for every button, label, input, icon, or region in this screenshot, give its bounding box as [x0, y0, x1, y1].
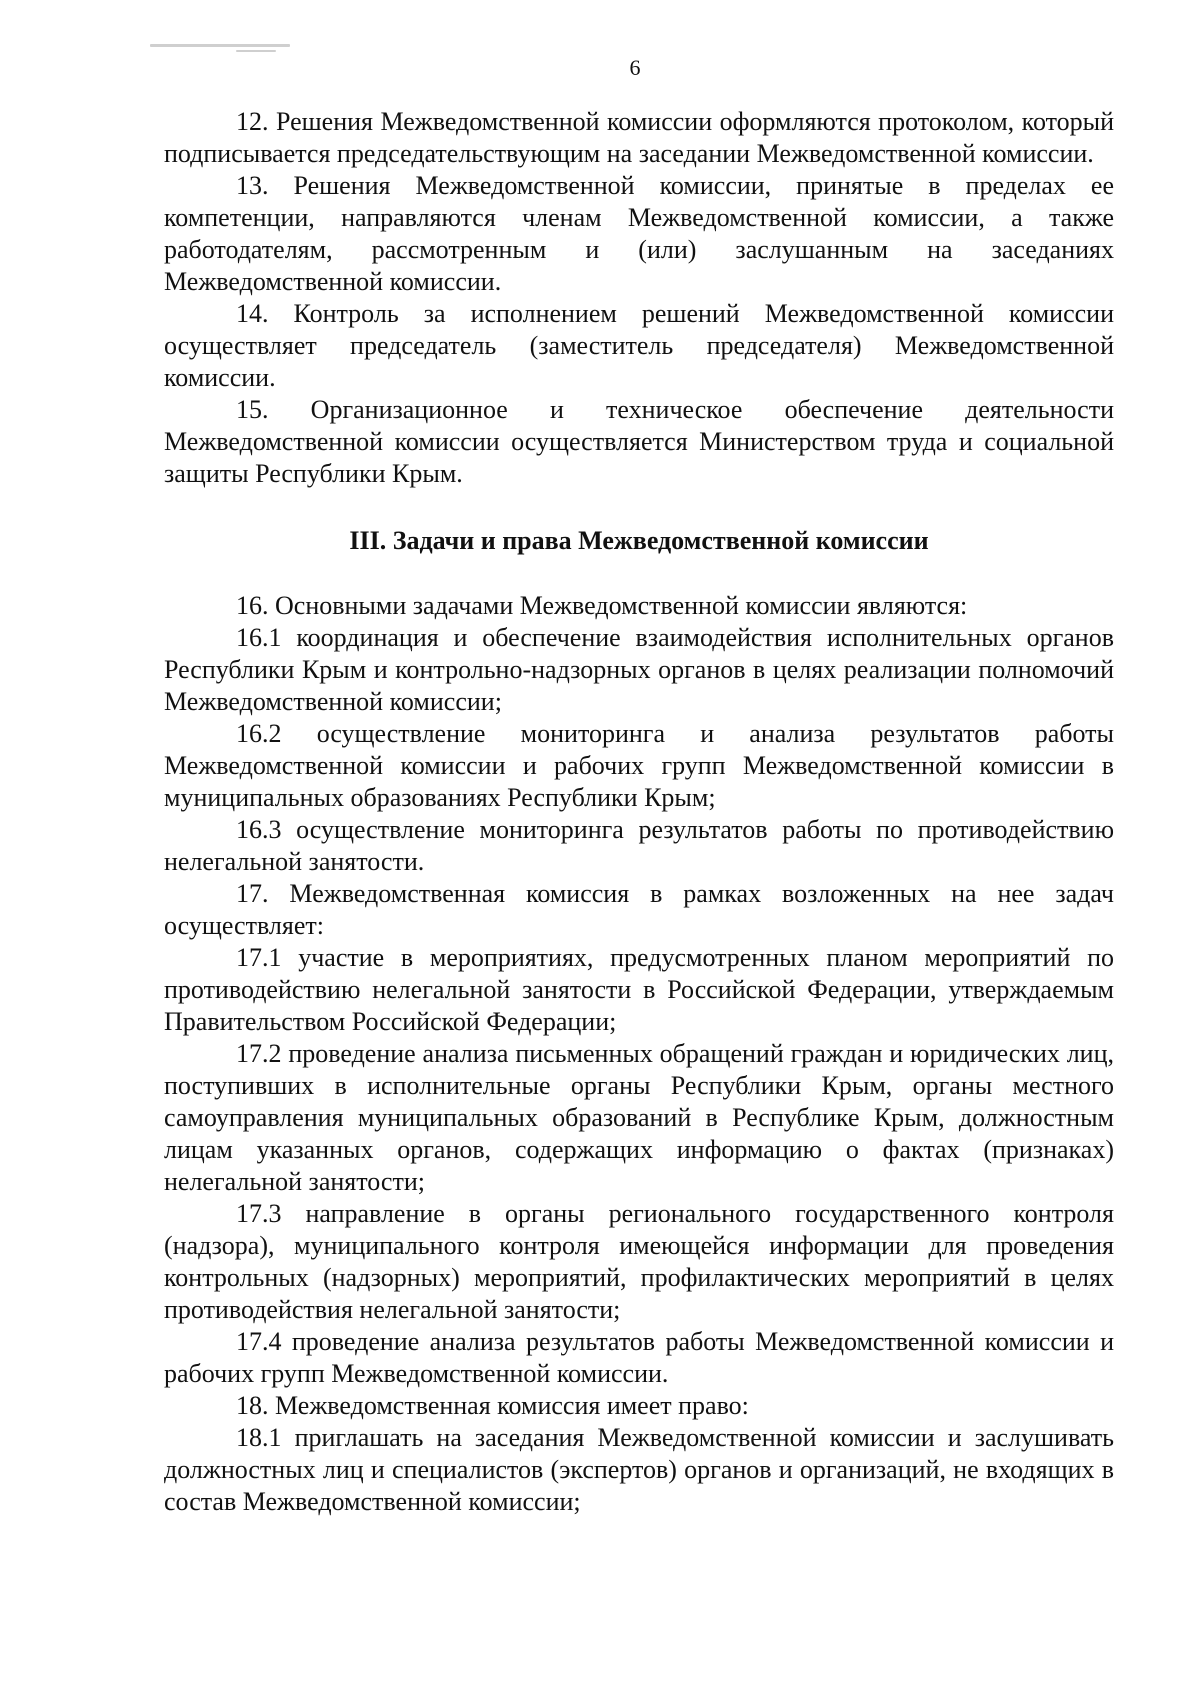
- paragraph-16-3: 16.3 осуществление мониторинга результатов работы по противодействию нелегальной занятости.: [164, 815, 1114, 876]
- section-heading: III. Задачи и права Межведомственной комиссии: [349, 526, 929, 555]
- paragraph-16: 16. Основными задачами Межведомственной комиссии являются:: [236, 591, 968, 620]
- paragraph-17-3: 17.3 направление в органы регионального государственного контроля (надзора), муниципального контроля имеющейся информации для проведения контрольных (надзорных) мероприятий, профилактических мероприятий в целях противодействия нелегальной занятости;: [164, 1199, 1114, 1324]
- scan-speck: [150, 44, 290, 47]
- paragraph-17-2: 17.2 проведение анализа письменных обращений граждан и юридических лиц, поступивших в исполнительные органы Республики Крым, органы местного самоуправления муниципальных образований в Республике Крым, должностным лицам указанных органов, содержащих информацию о фактах (признаках) нелегальной занятости;: [164, 1039, 1114, 1196]
- paragraph-16-2: 16.2 осуществление мониторинга и анализа результатов работы Межведомственной комиссии и рабочих групп Межведомственной комиссии в муниципальных образованиях Республики Крым;: [164, 719, 1114, 812]
- paragraph-18-1: 18.1 приглашать на заседания Межведомственной комиссии и заслушивать должностных лиц и специалистов (экспертов) органов и организаций, не входящих в состав Межведомственной комиссии;: [164, 1423, 1114, 1516]
- paragraph-16-1: 16.1 координация и обеспечение взаимодействия исполнительных органов Республики Крым и контрольно-надзорных органов в целях реализации полномочий Межведомственной комиссии;: [164, 623, 1114, 716]
- paragraph-17-4: 17.4 проведение анализа результатов работы Межведомственной комиссии и рабочих групп Межведомственной комиссии.: [164, 1327, 1114, 1388]
- paragraph-14: 14. Контроль за исполнением решений Межведомственной комиссии осуществляет председатель (заместитель председателя) Межведомственной комиссии.: [164, 299, 1114, 392]
- paragraph-17-1: 17.1 участие в мероприятиях, предусмотренных планом мероприятий по противодействию нелегальной занятости в Российской Федерации, утверждаемым Правительством Российской Федерации;: [164, 943, 1114, 1036]
- paragraph-15: 15. Организационное и техническое обеспечение деятельности Межведомственной комиссии осуществляется Министерством труда и социальной защиты Республики Крым.: [164, 395, 1114, 488]
- paragraph-13: 13. Решения Межведомственной комиссии, принятые в пределах ее компетенции, направляются членам Межведомственной комиссии, а также работодателям, рассмотренным и (или) заслушанным на заседаниях Межведомственной комиссии.: [164, 171, 1114, 296]
- paragraph-18: 18. Межведомственная комиссия имеет право:: [236, 1391, 749, 1420]
- scan-speck: [236, 50, 276, 52]
- document-body: [164, 106, 1114, 1518]
- paragraph-17: 17. Межведомственная комиссия в рамках возложенных на нее задач осуществляет:: [164, 879, 1114, 940]
- paragraph-12: 12. Решения Межведомственной комиссии оформляются протоколом, который подписывается председательствующим на заседании Межведомственной комиссии.: [164, 107, 1114, 168]
- page-number: 6: [629, 55, 641, 80]
